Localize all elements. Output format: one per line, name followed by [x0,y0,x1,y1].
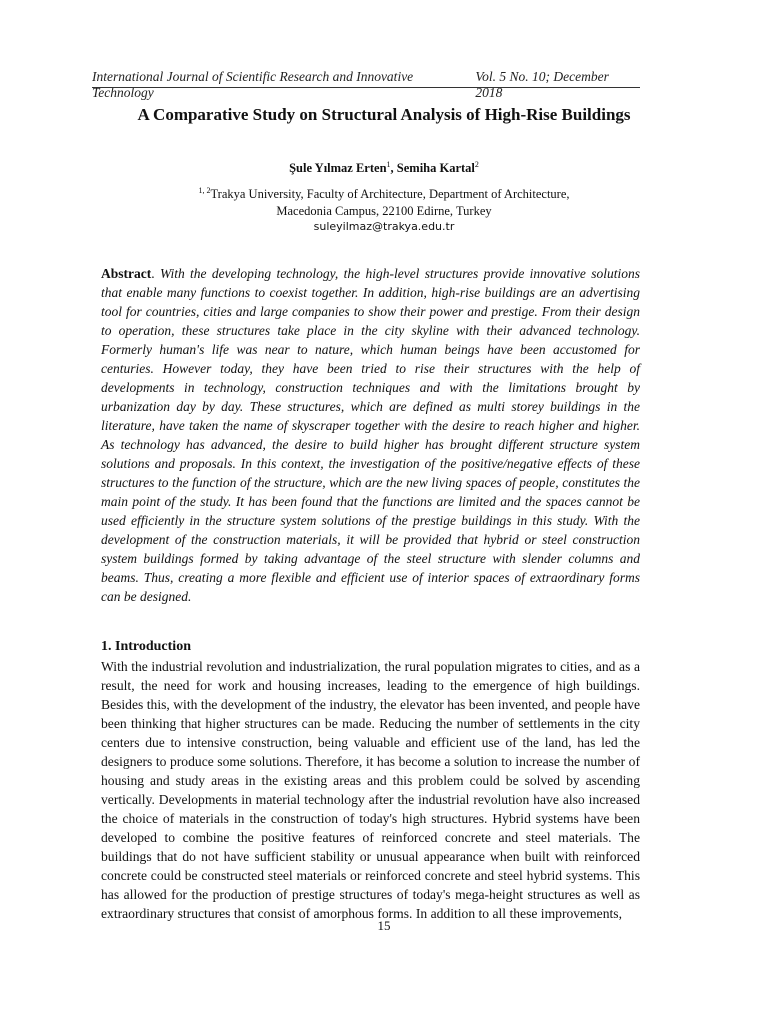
author-name: Şule Yılmaz Erten [289,161,387,176]
author-email: suleyilmaz@trakya.edu.tr [313,220,455,234]
page-number: 15 [377,918,391,933]
abstract-text: With the developing technology, the high-level structures provide innovative solutions that enable many functions to coexist together. In addition, high-rise buildings are an advertising tool for countries, cities and large companies to show their power and prestige. From their design to operation, these structures take place in the city skyline with their advanced technology. Formerly human's life was near to nature, which human beings have been accustomed for centuries. However today, they have been tried to rise their structures with the help of developments in technology, construction techniques and with the limitations brought by urbanization day by day. These structures, which are defined as multi storey buildings in the literature, have taken the name of skyscraper together with the desire to reach higher and higher. As technology has advanced, the desire to build higher has brought different structure system solutions and proposals. In this context, the investigation of the positive/negative effects of these structures to the function of the structure, which are the new living spaces of people, constitutes the main point of the study. It has been found that the functions are limited and the spaces cannot be used efficiently in the structure system solutions of the prestige buildings in this study. With the development of the construction materials, it will be provided that hybrid or steel construction system buildings formed by taking advantage of the steel structure with slender columns and beams. Thus, creating a more flexible and efficient use of interior spaces of extraordinary forms can be designed. [101,266,640,604]
paper-title: A Comparative Study on Structural Analysis of High-Rise Buildings [137,105,631,124]
affiliation-institution: Trakya University, Faculty of Architecture, Department of Architecture, [210,187,570,202]
issue-info: Vol. 5 No. 10; December 2018 [475,69,609,100]
affiliation-mark: 1, 2 [198,186,211,195]
section-heading: 1. Introduction [101,639,191,654]
author-list [0,160,768,176]
author-name: Semiha Kartal [396,161,475,176]
running-header [92,69,638,101]
journal-name: International Journal of Scientific Research and Innovative Technology [92,69,414,100]
affiliation-line [0,183,768,203]
introduction-paragraph: With the industrial revolution and industrialization, the rural population migrates to cities, and as a result, the need for work and housing increases, leading to the emergence of high buildings. Besides this, with the development of the industry, the elevator has been invented, and people have been thinking that higher structures can be made. Reducing the number of settlements in the city centers due to intensive construction, being valuable and efficient use of the land, has led the designers to produce some solutions. Therefore, it has become a solution to increase the number of housing and study areas in the existing areas and this problem could be solved by ascending vertically. Developments in material technology after the industrial revolution have also increased the choice of materials in the construction of today's high structures. Hybrid systems have been developed to combine the positive features of reinforced concrete and steel materials. The buildings that do not have sufficient stability or unusual appearance when built with reinforced concrete could be constructed steel materials or reinforced concrete and steel hybrid systems. This has allowed for the production of prestige structures of today's mega-height structures as well as extraordinary structures that consist of amorphous forms. In addition to all these improvements, [101,659,640,921]
author-affiliation-mark: 2 [474,160,479,169]
affiliation-block [0,183,768,236]
abstract-label-punct: . [151,266,160,281]
header-divider [92,87,640,88]
author-affiliation-mark: 1 [386,160,391,169]
author-separator: , [390,161,397,176]
abstract-paragraph [101,264,640,606]
abstract-label: Abstract [101,266,152,281]
affiliation-address: Macedonia Campus, 22100 Edirne, Turkey [276,203,492,218]
